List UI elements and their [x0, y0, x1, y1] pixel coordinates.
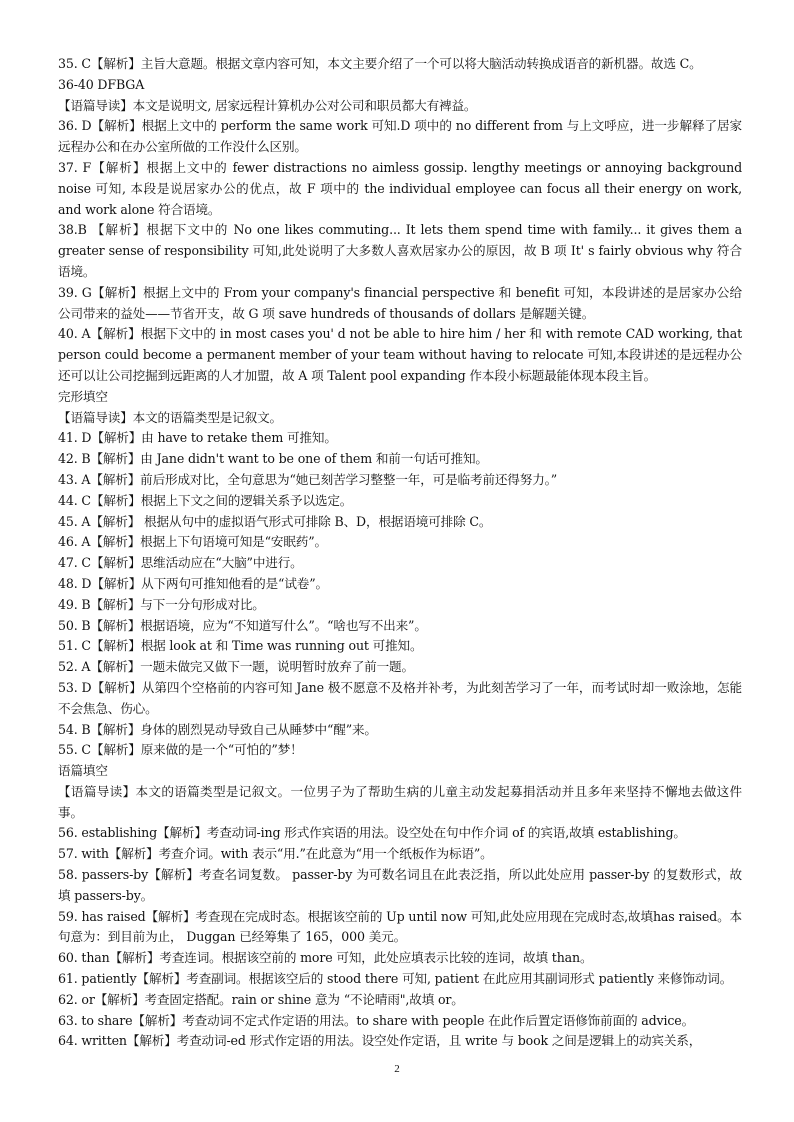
answer-paragraph: 36-40 DFBGA [58, 76, 145, 92]
answer-paragraph: 62. or【解析】考查固定搭配。rain or shine 意为 “不论晴雨",故填 or。 [58, 991, 464, 1007]
answer-paragraph: 51. C【解析】根据 look at 和 Time was running out 可推知。 [58, 638, 423, 654]
answer-paragraph: 58. passers-by【解析】考查名词复数。 passer-by 为可数名词且在此表泛指，所以此处应用 passer-by 的复数形式，故填 passers-by。 [58, 867, 742, 903]
answer-paragraph: 57. with【解析】考查介词。with 表示“用.”在此意为“用一个纸板作为标语”。 [58, 846, 493, 862]
answer-paragraph: 44. C【解析】根据上下文之间的逻辑关系予以选定。 [58, 492, 353, 508]
answer-paragraph: 【语篇导读】本文的语篇类型是记叙文。一位男子为了帮助生病的儿童主动发起募捐活动并且多年来坚持不懈地去做这件事。 [58, 783, 742, 820]
answer-paragraph: 40. A【解析】根据下文中的 in most cases you' d not be able to hire him / her 和 with remote CAD working, that person could become a permanent member of your team without having to relocate 可知,本段讲述的是远程办公还可以让公司挖掘到远距离的人才加盟，故 A 项 Talent pool expanding 作本段小标题最能体现本段主旨。 [58, 326, 742, 383]
answer-paragraph: 56. establishing【解析】考查动词-ing 形式作宾语的用法。设空处在句中作介词 of 的宾语,故填 establishing。 [58, 825, 686, 841]
answer-paragraph: 50. B【解析】根据语境，应为“不知道写什么”。“啥也写不出来”。 [58, 617, 427, 633]
answer-paragraph: 【语篇导读】本文的语篇类型是记叙文。 [58, 409, 282, 425]
answer-paragraph: 39. G【解析】根据上文中的 From your company's financial perspective 和 benefit 可知，本段讲述的是居家办公给公司带来的益处——节省开支，故 G 项 save hundreds of thousands of dollars 是解题关键。 [58, 284, 742, 321]
answer-paragraph: 54. B【解析】身体的剧烈晃动导致自己从睡梦中“醒”来。 [58, 721, 377, 737]
answer-paragraph: 53. D【解析】从第四个空格前的内容可知 Jane 极不愿意不及格并补考，为此刻苦学习了一年，而考试时却一败涂地，怎能不会焦急、伤心。 [58, 679, 742, 716]
answer-paragraph: 48. D【解析】从下两句可推知他看的是“试卷”。 [58, 575, 328, 591]
answer-paragraph: 41. D【解析】由 have to retake them 可推知。 [58, 430, 337, 446]
answer-paragraph: 43. A【解析】前后形成对比，全句意思为“她已刻苦学习整整一年，可是临考前还得努力。” [58, 471, 558, 487]
answer-paragraph: 47. C【解析】思维活动应在“大脑”中进行。 [58, 555, 303, 571]
answer-paragraph: 55. C【解析】原来做的是一个“可怕的”梦！ [58, 742, 303, 758]
answer-paragraph: 61. patiently【解析】考查副词。根据该空后的 stood there 可知, patient 在此应用其副词形式 patiently 来修饰动词。 [58, 971, 733, 987]
answer-paragraph: 36. D【解析】根据上文中的 perform the same work 可知.D 项中的 no different from 与上文呼应，进一步解释了居家远程办公和在办公室所做的工作没什么区别。 [58, 118, 742, 155]
answer-paragraph: 46. A【解析】根据上下句语境可知是“安眠药”。 [58, 534, 327, 550]
answer-paragraph: 63. to share【解析】考查动词不定式作定语的用法。to share with people 在此作后置定语修饰前面的 advice。 [58, 1012, 695, 1028]
answer-paragraph: 【语篇导读】本文是说明文, 居家远程计算机办公对公司和职员都大有裨益。 [58, 97, 477, 113]
answer-paragraph: 语篇填空 [58, 763, 108, 779]
answer-paragraph: 35. C【解析】主旨大意题。根据文章内容可知，本文主要介绍了一个可以将大脑活动转换成语音的新机器。故选 C。 [58, 56, 702, 71]
answer-paragraph: 52. A【解析】一题未做完又做下一题，说明暂时放弃了前一题。 [58, 659, 414, 675]
answer-paragraph: 完形填空 [58, 388, 108, 404]
answer-paragraph: 49. B【解析】与下一分句形成对比。 [58, 596, 265, 612]
answer-paragraph: 64. written【解析】考查动词-ed 形式作定语的用法。设空处作定语，且 write 与 book 之间是逻辑上的动宾关系， [58, 1033, 702, 1049]
answer-paragraph: 37. F【解析】根据上文中的 fewer distractions no aimless gossip. lengthy meetings or annoying background noise 可知, 本段是说居家办公的优点，故 F 项中的 the individual employee can focus all their energy on work, and work alone 符合语境。 [58, 159, 742, 217]
answer-paragraph: 45. A【解析】 根据从句中的虚拟语气形式可排除 B、D，根据语境可排除 C。 [58, 513, 492, 529]
page-number: 2 [394, 1063, 400, 1075]
answer-paragraph: 59. has raised【解析】考查现在完成时态。根据该空前的 Up until now 可知,此处应用现在完成时态,故填has raised。本句意为：到目前为止， Duggan 已经筹集了 165，000 美元。 [58, 908, 742, 945]
answer-paragraph: 42. B【解析】由 Jane didn't want to be one of them 和前一句话可推知。 [58, 451, 488, 467]
answer-key-text [58, 54, 742, 1052]
answer-paragraph: 60. than【解析】考查连词。根据该空前的 more 可知，此处应填表示比较的连词，故填 than。 [58, 950, 593, 966]
answer-paragraph: 38.B 【解析】根据下文中的 No one likes commuting... It lets them spend time with family... it gives them a greater sense of responsibility 可知,此处说明了大多数人喜欢居家办公的原因，故 B 项 It' s fairly obvious why 符合语境。 [58, 222, 742, 279]
